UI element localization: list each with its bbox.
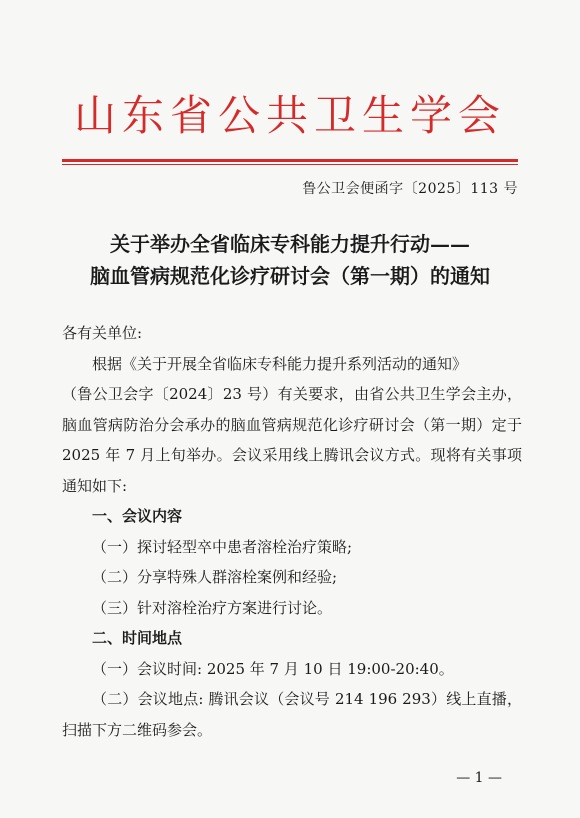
red-divider-thick <box>62 159 518 162</box>
title-line-2: 脑血管病规范化诊疗研讨会（第一期）的通知 <box>90 264 490 288</box>
paragraph-1-first-line: 根据《关于开展全省临床专科能力提升系列活动的通知》 <box>92 354 468 373</box>
paragraph-1-body: （鲁公卫会字〔2024〕23 号）有关要求，由省公共卫生学会主办，脑血管病防治分会承办的脑血管病规范化诊疗研讨会（第一期）定于 2025 年 7 月上旬举办。会议采用线上腾讯会议方式。现将有关事项通知如下: <box>62 385 522 495</box>
document-body <box>62 318 522 745</box>
salutation: 各有关单位: <box>62 324 143 342</box>
section-2-item-1: （一）会议时间: 2025 年 7 月 10 日 19:00-20:40。 <box>92 659 454 678</box>
page-number: — 1 — <box>456 770 502 786</box>
document-number: 鲁公卫会便函字〔2025〕113 号 <box>302 181 518 197</box>
red-divider-thin <box>62 164 518 165</box>
section-1-heading: 一、会议内容 <box>92 507 183 525</box>
document-title <box>60 228 520 292</box>
section-2-item-2: （二）会议地点: 腾讯会议（会议号 214 196 293）线上直播，扫描下方二维码参会。 <box>62 690 522 739</box>
org-name-heading: 山东省公共卫生学会 <box>73 91 506 140</box>
section-1-item-2: （二）分享特殊人群溶栓案例和经验; <box>92 568 338 586</box>
section-1-item-3: （三）针对溶栓治疗方案进行讨论。 <box>92 598 333 617</box>
section-1-item-1: （一）探讨轻型卒中患者溶栓治疗策略; <box>92 537 353 556</box>
title-line-1: 关于举办全省临床专科能力提升行动—— <box>110 232 470 256</box>
section-2-heading: 二、时间地点 <box>92 629 183 647</box>
